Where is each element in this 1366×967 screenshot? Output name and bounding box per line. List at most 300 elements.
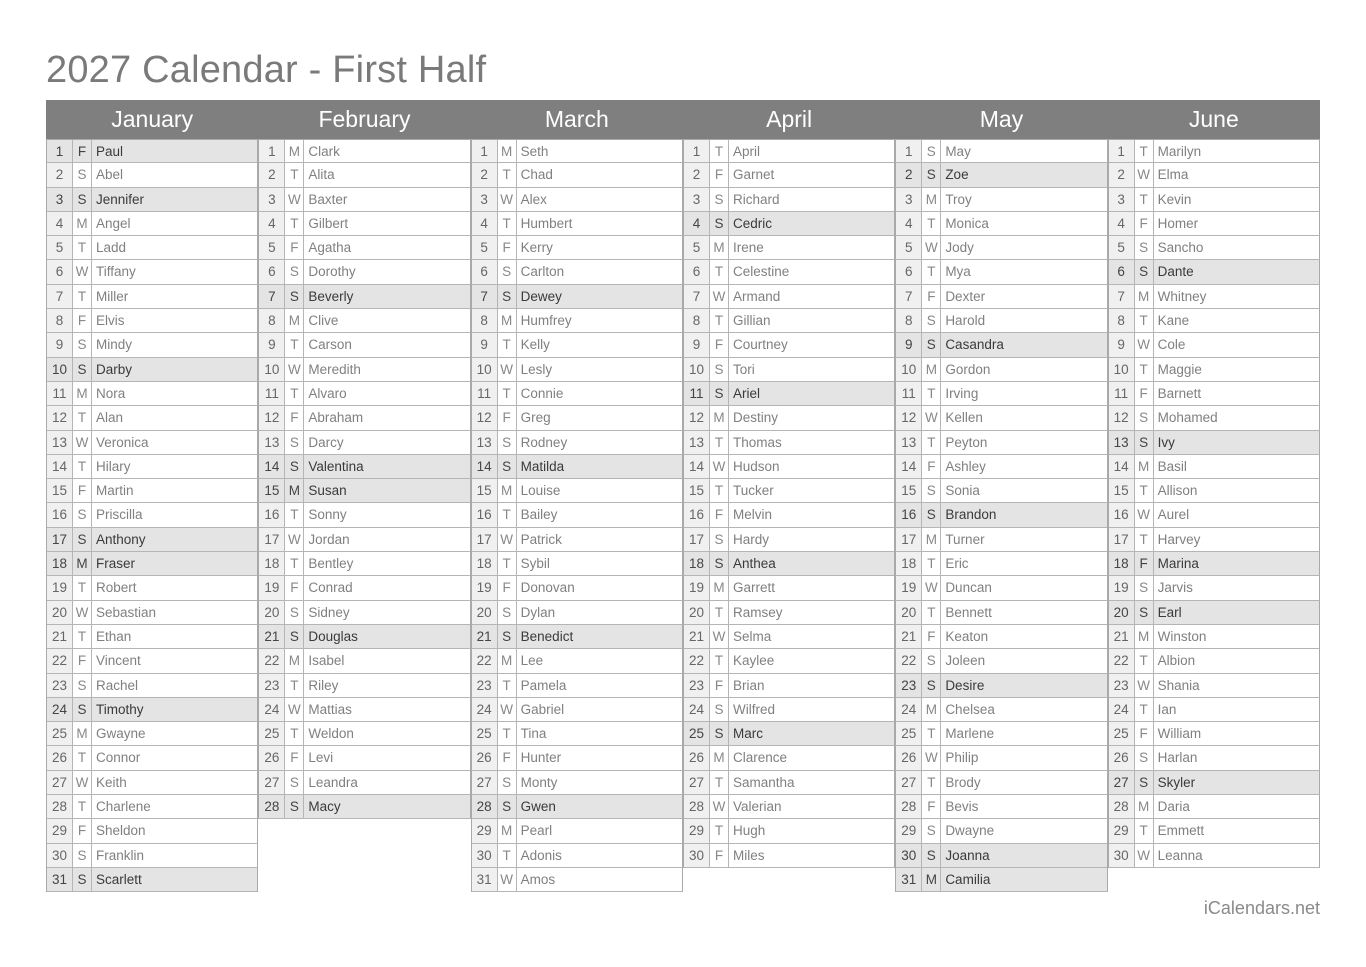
day-row bbox=[896, 625, 1107, 649]
weekday-letter: T bbox=[710, 309, 729, 332]
day-number: 22 bbox=[684, 649, 710, 672]
day-row bbox=[47, 188, 258, 212]
weekday-letter: W bbox=[1135, 163, 1154, 186]
name-day: Elvis bbox=[96, 313, 125, 329]
name-day: Clive bbox=[308, 313, 339, 329]
weekday-letter: F bbox=[73, 309, 92, 332]
weekday-letter: T bbox=[1135, 309, 1154, 332]
name-day: Kane bbox=[1157, 313, 1190, 329]
day-number: 17 bbox=[684, 528, 710, 551]
day-row bbox=[259, 236, 470, 260]
weekday-letter: T bbox=[285, 552, 304, 575]
weekday-letter: S bbox=[1135, 746, 1154, 769]
day-number: 27 bbox=[472, 771, 498, 794]
name-day: Abraham bbox=[308, 410, 364, 426]
day-row bbox=[896, 698, 1107, 722]
name-day: Dexter bbox=[945, 288, 986, 304]
weekday-letter: W bbox=[498, 188, 517, 211]
day-number: 18 bbox=[472, 552, 498, 575]
day-row bbox=[472, 649, 683, 673]
day-row bbox=[472, 771, 683, 795]
day-number: 8 bbox=[1109, 309, 1135, 332]
day-row bbox=[472, 309, 683, 333]
weekday-letter: T bbox=[710, 601, 729, 624]
name-day: Gwen bbox=[520, 799, 556, 815]
day-number: 16 bbox=[472, 503, 498, 526]
day-row bbox=[259, 552, 470, 576]
day-number: 11 bbox=[472, 382, 498, 405]
weekday-letter: F bbox=[922, 625, 941, 648]
name-day: Marc bbox=[732, 726, 763, 742]
weekday-letter: S bbox=[922, 649, 941, 672]
weekday-letter: M bbox=[498, 649, 517, 672]
day-number: 10 bbox=[47, 358, 73, 381]
day-row bbox=[1109, 455, 1320, 479]
day-number: 22 bbox=[472, 649, 498, 672]
name-day: Selma bbox=[732, 628, 772, 644]
day-number: 2 bbox=[896, 163, 922, 186]
day-row bbox=[684, 503, 895, 527]
name-day: Tucker bbox=[732, 483, 774, 499]
weekday-letter: F bbox=[1135, 382, 1154, 405]
weekday-letter: S bbox=[710, 722, 729, 745]
day-number: 12 bbox=[259, 406, 285, 429]
name-day: Veronica bbox=[96, 434, 149, 450]
name-day: Maggie bbox=[1157, 361, 1202, 377]
day-number: 18 bbox=[259, 552, 285, 575]
day-number: 18 bbox=[684, 552, 710, 575]
day-number: 4 bbox=[47, 212, 73, 235]
day-number: 1 bbox=[472, 140, 498, 162]
weekday-letter: F bbox=[498, 236, 517, 259]
day-number: 20 bbox=[1109, 601, 1135, 624]
day-row bbox=[472, 503, 683, 527]
day-number: 4 bbox=[472, 212, 498, 235]
day-row bbox=[1109, 576, 1320, 600]
day-row bbox=[259, 625, 470, 649]
day-number: 3 bbox=[1109, 188, 1135, 211]
day-row bbox=[47, 625, 258, 649]
day-row bbox=[896, 309, 1107, 333]
day-row bbox=[896, 188, 1107, 212]
day-row bbox=[259, 746, 470, 770]
weekday-letter: T bbox=[498, 674, 517, 697]
name-day: Harold bbox=[945, 313, 986, 329]
weekday-letter: S bbox=[1135, 260, 1154, 283]
weekday-letter: M bbox=[922, 698, 941, 721]
name-day: Harlan bbox=[1157, 750, 1198, 766]
name-day: Dante bbox=[1157, 264, 1194, 280]
name-day: Brian bbox=[732, 677, 765, 693]
day-number: 26 bbox=[896, 746, 922, 769]
weekday-letter: T bbox=[1135, 819, 1154, 842]
name-day: Miles bbox=[732, 847, 765, 863]
name-day: Bevis bbox=[945, 799, 979, 815]
weekday-letter: W bbox=[73, 771, 92, 794]
name-day: Angel bbox=[96, 215, 131, 231]
weekday-letter: M bbox=[1135, 625, 1154, 648]
day-number: 24 bbox=[259, 698, 285, 721]
day-number: 28 bbox=[684, 795, 710, 818]
day-number: 3 bbox=[684, 188, 710, 211]
day-row bbox=[1109, 722, 1320, 746]
name-day: Gilbert bbox=[308, 215, 349, 231]
weekday-letter: W bbox=[1135, 674, 1154, 697]
weekday-letter: F bbox=[710, 844, 729, 867]
day-row bbox=[896, 552, 1107, 576]
day-number: 21 bbox=[1109, 625, 1135, 648]
weekday-letter: T bbox=[73, 455, 92, 478]
name-day: Brandon bbox=[945, 507, 997, 523]
name-day: Scarlett bbox=[96, 871, 142, 887]
day-row bbox=[259, 674, 470, 698]
day-row bbox=[259, 333, 470, 357]
day-row bbox=[259, 431, 470, 455]
name-day: Conrad bbox=[308, 580, 353, 596]
day-number: 24 bbox=[896, 698, 922, 721]
day-row bbox=[47, 212, 258, 236]
day-number: 26 bbox=[47, 746, 73, 769]
name-day: Levi bbox=[308, 750, 334, 766]
day-row bbox=[1109, 479, 1320, 503]
day-row bbox=[896, 868, 1107, 892]
weekday-letter: M bbox=[922, 358, 941, 381]
day-row bbox=[1109, 771, 1320, 795]
weekday-letter: F bbox=[73, 479, 92, 502]
weekday-letter: T bbox=[710, 431, 729, 454]
name-day: Chelsea bbox=[945, 701, 995, 717]
day-row bbox=[684, 649, 895, 673]
weekday-letter: M bbox=[498, 819, 517, 842]
day-number: 16 bbox=[684, 503, 710, 526]
weekday-letter: S bbox=[285, 625, 304, 648]
day-row bbox=[47, 406, 258, 430]
weekday-letter: T bbox=[73, 285, 92, 308]
day-row bbox=[684, 212, 895, 236]
weekday-letter: F bbox=[922, 285, 941, 308]
name-day: Hilary bbox=[96, 458, 131, 474]
day-row bbox=[472, 479, 683, 503]
weekday-letter: M bbox=[285, 649, 304, 672]
day-number: 27 bbox=[896, 771, 922, 794]
name-day: Lesly bbox=[520, 361, 553, 377]
name-day: Valentina bbox=[308, 458, 364, 474]
day-number: 21 bbox=[684, 625, 710, 648]
month-header: February bbox=[258, 100, 470, 139]
weekday-letter: T bbox=[1135, 649, 1154, 672]
day-number: 21 bbox=[47, 625, 73, 648]
calendar-grid bbox=[46, 100, 1320, 892]
day-number: 16 bbox=[1109, 503, 1135, 526]
day-number: 28 bbox=[47, 795, 73, 818]
day-number: 12 bbox=[684, 406, 710, 429]
name-day: Humbert bbox=[520, 215, 573, 231]
name-day: Cedric bbox=[732, 215, 772, 231]
name-day: Ashley bbox=[945, 458, 986, 474]
day-number: 11 bbox=[259, 382, 285, 405]
day-number: 22 bbox=[259, 649, 285, 672]
weekday-letter: T bbox=[1135, 358, 1154, 381]
month-column-april bbox=[683, 100, 895, 892]
month-column-march bbox=[471, 100, 683, 892]
day-row bbox=[896, 479, 1107, 503]
day-row bbox=[47, 552, 258, 576]
weekday-letter: T bbox=[710, 260, 729, 283]
weekday-letter: S bbox=[73, 503, 92, 526]
day-row bbox=[1109, 260, 1320, 284]
weekday-letter: M bbox=[1135, 795, 1154, 818]
name-day: Donovan bbox=[520, 580, 575, 596]
day-row bbox=[684, 819, 895, 843]
day-number: 17 bbox=[259, 528, 285, 551]
day-number: 29 bbox=[1109, 819, 1135, 842]
weekday-letter: S bbox=[73, 868, 92, 891]
name-day: Melvin bbox=[732, 507, 772, 523]
weekday-letter: T bbox=[1135, 479, 1154, 502]
day-row bbox=[896, 819, 1107, 843]
day-number: 15 bbox=[259, 479, 285, 502]
name-day: Hugh bbox=[732, 823, 766, 839]
name-day: Wilfred bbox=[732, 701, 775, 717]
weekday-letter: W bbox=[710, 625, 729, 648]
day-number: 13 bbox=[47, 431, 73, 454]
day-number: 17 bbox=[472, 528, 498, 551]
name-day: Weldon bbox=[308, 726, 354, 742]
name-day: Leanna bbox=[1157, 847, 1203, 863]
name-day: Isabel bbox=[308, 653, 345, 669]
name-day: Joleen bbox=[945, 653, 986, 669]
day-row bbox=[684, 844, 895, 868]
day-number: 29 bbox=[47, 819, 73, 842]
name-day: Dewey bbox=[520, 288, 562, 304]
weekday-letter: F bbox=[73, 140, 92, 162]
day-number: 15 bbox=[684, 479, 710, 502]
weekday-letter: S bbox=[73, 163, 92, 186]
name-day: Bentley bbox=[308, 556, 354, 572]
name-day: Winston bbox=[1157, 628, 1207, 644]
day-row bbox=[259, 455, 470, 479]
day-number: 5 bbox=[47, 236, 73, 259]
day-row bbox=[472, 601, 683, 625]
day-row bbox=[1109, 333, 1320, 357]
name-day: Camilia bbox=[945, 871, 991, 887]
day-row bbox=[259, 722, 470, 746]
name-day: Bennett bbox=[945, 604, 992, 620]
day-row bbox=[684, 479, 895, 503]
day-number: 15 bbox=[1109, 479, 1135, 502]
day-number: 25 bbox=[896, 722, 922, 745]
day-number: 15 bbox=[47, 479, 73, 502]
name-day: Cole bbox=[1157, 337, 1186, 353]
day-row bbox=[896, 406, 1107, 430]
day-row bbox=[47, 698, 258, 722]
weekday-letter: S bbox=[710, 188, 729, 211]
day-number: 25 bbox=[684, 722, 710, 745]
day-row bbox=[259, 649, 470, 673]
name-day: Daria bbox=[1157, 799, 1190, 815]
day-row bbox=[259, 260, 470, 284]
day-number: 13 bbox=[1109, 431, 1135, 454]
weekday-letter: S bbox=[1135, 236, 1154, 259]
weekday-letter: T bbox=[710, 771, 729, 794]
day-number: 21 bbox=[259, 625, 285, 648]
day-number: 10 bbox=[684, 358, 710, 381]
weekday-letter: T bbox=[285, 503, 304, 526]
day-row bbox=[684, 188, 895, 212]
day-row bbox=[47, 309, 258, 333]
day-row bbox=[896, 139, 1107, 163]
name-day: May bbox=[945, 144, 971, 159]
day-number: 29 bbox=[684, 819, 710, 842]
day-number: 21 bbox=[896, 625, 922, 648]
day-row bbox=[1109, 212, 1320, 236]
day-number: 7 bbox=[896, 285, 922, 308]
day-number: 30 bbox=[472, 844, 498, 867]
day-row bbox=[472, 722, 683, 746]
weekday-letter: S bbox=[710, 698, 729, 721]
weekday-letter: S bbox=[922, 140, 941, 162]
day-row bbox=[896, 431, 1107, 455]
day-row bbox=[684, 746, 895, 770]
day-row bbox=[1109, 139, 1320, 163]
day-number: 31 bbox=[896, 868, 922, 891]
weekday-letter: S bbox=[922, 479, 941, 502]
weekday-letter: W bbox=[922, 236, 941, 259]
day-row bbox=[896, 601, 1107, 625]
name-day: Earl bbox=[1157, 604, 1182, 620]
day-row bbox=[47, 576, 258, 600]
weekday-letter: T bbox=[1135, 188, 1154, 211]
day-row bbox=[47, 431, 258, 455]
day-number: 19 bbox=[47, 576, 73, 599]
day-row bbox=[259, 382, 470, 406]
weekday-letter: M bbox=[73, 722, 92, 745]
day-row bbox=[896, 236, 1107, 260]
day-row bbox=[259, 358, 470, 382]
day-row bbox=[259, 406, 470, 430]
name-day: Pamela bbox=[520, 677, 567, 693]
day-number: 29 bbox=[472, 819, 498, 842]
weekday-letter: W bbox=[285, 698, 304, 721]
day-row bbox=[684, 163, 895, 187]
weekday-letter: F bbox=[1135, 212, 1154, 235]
name-day: Carson bbox=[308, 337, 352, 353]
weekday-letter: M bbox=[73, 212, 92, 235]
day-row bbox=[684, 552, 895, 576]
name-day: Connie bbox=[520, 385, 564, 401]
weekday-letter: M bbox=[285, 479, 304, 502]
weekday-letter: T bbox=[498, 163, 517, 186]
day-number: 23 bbox=[896, 674, 922, 697]
weekday-letter: T bbox=[1135, 528, 1154, 551]
name-day: Tina bbox=[520, 726, 547, 742]
weekday-letter: M bbox=[710, 746, 729, 769]
day-number: 31 bbox=[47, 868, 73, 891]
name-day: Tori bbox=[732, 361, 755, 377]
day-number: 5 bbox=[259, 236, 285, 259]
weekday-letter: M bbox=[922, 868, 941, 891]
weekday-letter: T bbox=[922, 552, 941, 575]
name-day: Fraser bbox=[96, 556, 136, 572]
month-column-may bbox=[895, 100, 1107, 892]
day-row bbox=[472, 285, 683, 309]
day-row bbox=[684, 260, 895, 284]
day-number: 1 bbox=[896, 140, 922, 162]
weekday-letter: S bbox=[922, 674, 941, 697]
day-row bbox=[1109, 746, 1320, 770]
day-row bbox=[1109, 188, 1320, 212]
day-row bbox=[472, 795, 683, 819]
name-day: Hudson bbox=[732, 458, 780, 474]
weekday-letter: M bbox=[710, 576, 729, 599]
name-day: Celestine bbox=[732, 264, 790, 280]
day-number: 23 bbox=[472, 674, 498, 697]
day-row bbox=[684, 406, 895, 430]
day-row bbox=[1109, 698, 1320, 722]
day-number: 20 bbox=[47, 601, 73, 624]
name-day: Zoe bbox=[945, 167, 969, 183]
weekday-letter: F bbox=[498, 406, 517, 429]
day-number: 8 bbox=[896, 309, 922, 332]
name-day: Darby bbox=[96, 361, 133, 377]
month-column-january bbox=[46, 100, 258, 892]
day-number: 19 bbox=[684, 576, 710, 599]
weekday-letter: S bbox=[922, 503, 941, 526]
day-number: 6 bbox=[1109, 260, 1135, 283]
day-row bbox=[896, 746, 1107, 770]
weekday-letter: T bbox=[285, 333, 304, 356]
day-number: 6 bbox=[47, 260, 73, 283]
day-row bbox=[472, 844, 683, 868]
weekday-letter: S bbox=[73, 333, 92, 356]
month-header: April bbox=[683, 100, 895, 139]
day-row bbox=[472, 819, 683, 843]
weekday-letter: T bbox=[285, 382, 304, 405]
name-day: Greg bbox=[520, 410, 551, 426]
name-day: Tiffany bbox=[96, 264, 136, 280]
weekday-letter: M bbox=[498, 309, 517, 332]
day-row bbox=[684, 698, 895, 722]
weekday-letter: S bbox=[922, 163, 941, 186]
weekday-letter: W bbox=[285, 528, 304, 551]
name-day: Albion bbox=[1157, 653, 1196, 669]
day-number: 7 bbox=[472, 285, 498, 308]
day-row bbox=[896, 212, 1107, 236]
day-number: 3 bbox=[896, 188, 922, 211]
name-day: Samantha bbox=[732, 774, 795, 790]
day-number: 14 bbox=[896, 455, 922, 478]
day-number: 30 bbox=[896, 844, 922, 867]
name-day: Vincent bbox=[96, 653, 141, 669]
day-number: 3 bbox=[47, 188, 73, 211]
day-row bbox=[896, 382, 1107, 406]
name-day: Casandra bbox=[945, 337, 1004, 353]
day-number: 2 bbox=[1109, 163, 1135, 186]
name-day: Martin bbox=[96, 483, 134, 499]
weekday-letter: T bbox=[73, 406, 92, 429]
day-row bbox=[47, 674, 258, 698]
weekday-letter: S bbox=[73, 528, 92, 551]
day-number: 7 bbox=[1109, 285, 1135, 308]
day-number: 30 bbox=[684, 844, 710, 867]
day-number: 23 bbox=[47, 674, 73, 697]
day-row bbox=[259, 698, 470, 722]
weekday-letter: F bbox=[922, 795, 941, 818]
weekday-letter: T bbox=[922, 260, 941, 283]
day-number: 6 bbox=[472, 260, 498, 283]
day-row bbox=[896, 528, 1107, 552]
day-row bbox=[684, 771, 895, 795]
